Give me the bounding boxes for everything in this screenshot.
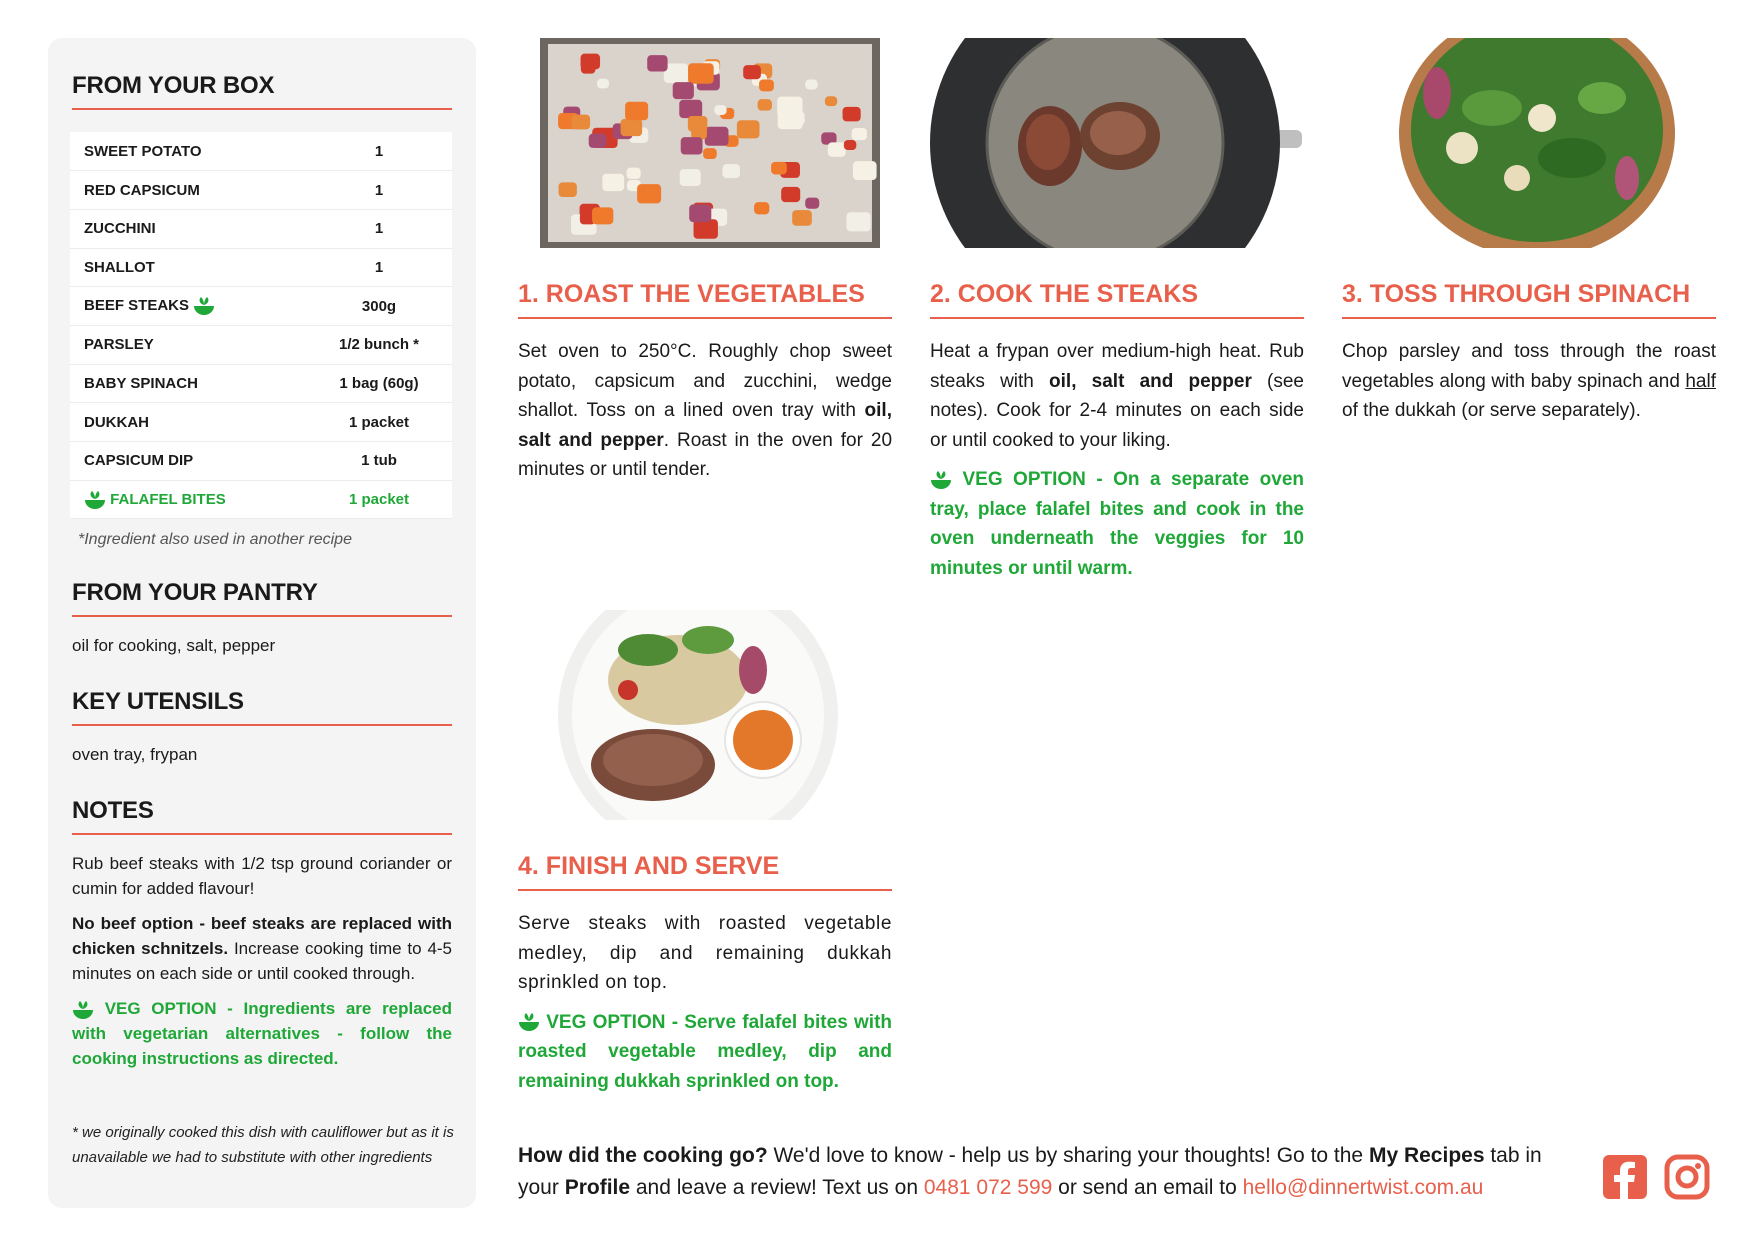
ingredient-row bbox=[70, 132, 452, 171]
feedback-footer: How did the cooking go? We'd love to know - help us by sharing your thoughts! Go to the My Recipes tab in your Profile and leave a review! Text us on 0481 072 599 or send an email to hello@dinnertwist.com.au bbox=[518, 1144, 1542, 1199]
ingredient-name: DUKKAH bbox=[70, 403, 320, 442]
vegetable-piece bbox=[722, 164, 739, 178]
toss-spinach-photo bbox=[1342, 38, 1716, 248]
vegetable-piece bbox=[703, 148, 717, 159]
ingredient-name: CAPSICUM DIP bbox=[70, 442, 320, 481]
note-veg-text: VEG OPTION - Ingredients are replaced with vegetarian alternatives - follow the cooking instructions as directed. bbox=[72, 999, 452, 1069]
vegetable-piece bbox=[592, 207, 613, 224]
ingredient-row bbox=[70, 248, 452, 287]
ingredient-footnote: *Ingredient also used in another recipe bbox=[78, 531, 352, 549]
ingredient-qty: 1 bbox=[320, 248, 452, 287]
vegetable-piece bbox=[825, 96, 837, 106]
from-your-box-title: FROM YOUR BOX bbox=[72, 72, 452, 110]
vegetable-piece bbox=[771, 162, 787, 175]
ingredient-qty: 1 bbox=[320, 132, 452, 171]
vegetable-piece bbox=[679, 100, 702, 118]
vegetable-piece bbox=[844, 140, 856, 150]
vegetable-piece bbox=[792, 210, 812, 226]
ingredient-qty: 1/2 bunch * bbox=[320, 325, 452, 364]
ingredient-qty: 1 packet bbox=[320, 480, 452, 519]
ingredient-name: SHALLOT bbox=[70, 248, 320, 287]
ingredient-name: ZUCCHINI bbox=[70, 209, 320, 248]
notes-section bbox=[70, 797, 454, 1071]
vegetable-piece bbox=[688, 63, 714, 83]
ingredient-row bbox=[70, 480, 452, 519]
note-no-beef-rest: Increase cooking time to 4-5 minutes on each side or until cooked through. bbox=[72, 939, 453, 984]
note-coriander: Rub beef steaks with 1/2 tsp ground coriander or cumin for added flavour! bbox=[72, 854, 452, 899]
pantry-section bbox=[70, 579, 454, 658]
step-3-title: 3. TOSS THROUGH SPINACH bbox=[1342, 280, 1716, 319]
vegetable-piece bbox=[673, 82, 694, 99]
email-link[interactable]: hello@dinnertwist.com.au bbox=[1242, 1176, 1484, 1199]
instagram-icon[interactable] bbox=[1664, 1154, 1710, 1200]
step-1 bbox=[518, 38, 892, 485]
vegetable-piece bbox=[602, 174, 624, 191]
vegetable-piece bbox=[637, 184, 661, 203]
vegetable-piece bbox=[680, 169, 701, 186]
leaf-bowl-icon bbox=[84, 490, 106, 510]
ingredient-row bbox=[70, 171, 452, 210]
vegetable-piece bbox=[681, 137, 703, 154]
vegetable-piece bbox=[852, 128, 867, 140]
vegetable-piece bbox=[737, 120, 760, 138]
vegetable-piece bbox=[805, 198, 819, 209]
key-utensils-title: KEY UTENSILS bbox=[72, 688, 452, 726]
step-2 bbox=[930, 38, 1304, 583]
step-1-title: 1. ROAST THE VEGETABLES bbox=[518, 280, 892, 319]
step-4-veg-option: VEG OPTION - Serve falafel bites with roasted vegetable medley, dip and remaining dukkah sprinkled on top. bbox=[518, 1011, 892, 1092]
note-no-beef-bold: No beef option - beef steaks are replaced with chicken schnitzels. bbox=[72, 914, 452, 959]
ingredient-name: RED CAPSICUM bbox=[70, 171, 320, 210]
step-3-text: Chop parsley and toss through the roast vegetables along with baby spinach and half of the dukkah (or serve separately). bbox=[1342, 341, 1716, 421]
vegetable-piece bbox=[647, 55, 667, 71]
vegetable-piece bbox=[853, 165, 867, 176]
vegetable-piece bbox=[743, 65, 761, 79]
notes-title: NOTES bbox=[72, 797, 452, 835]
step-4-title: 4. FINISH AND SERVE bbox=[518, 852, 892, 891]
utensils-text: oven tray, frypan bbox=[72, 745, 198, 765]
ingredient-qty: 1 bag (60g) bbox=[320, 364, 452, 403]
ingredient-name: BABY SPINACH bbox=[70, 364, 320, 403]
ingredients-table bbox=[70, 132, 452, 519]
ingredient-qty: 1 tub bbox=[320, 442, 452, 481]
from-your-pantry-title: FROM YOUR PANTRY bbox=[72, 579, 452, 617]
vegetable-piece bbox=[559, 182, 577, 197]
ingredient-name: PARSLEY bbox=[70, 325, 320, 364]
vegetable-piece bbox=[627, 168, 641, 179]
step-2-text: Heat a frypan over medium-high heat. Rub steaks with oil, salt and pepper (see notes). Cook for 2-4 minutes on each side or until cooked to your liking. bbox=[930, 341, 1304, 451]
leaf-bowl-icon bbox=[518, 1012, 540, 1032]
ingredient-name: BEEF STEAKS bbox=[70, 287, 320, 326]
leaf-bowl-icon bbox=[193, 296, 215, 316]
vegetable-piece bbox=[689, 204, 711, 222]
ingredient-row bbox=[70, 325, 452, 364]
vegetable-piece bbox=[828, 142, 846, 156]
leaf-bowl-icon bbox=[72, 1000, 94, 1020]
ingredient-row bbox=[70, 403, 452, 442]
ingredient-qty: 1 bbox=[320, 209, 452, 248]
vegetable-piece bbox=[589, 134, 607, 148]
recipe-sidebar bbox=[48, 38, 476, 1208]
note-veg-option bbox=[72, 996, 452, 1071]
vegetable-piece bbox=[754, 202, 769, 214]
cook-steaks-photo bbox=[930, 38, 1304, 248]
step-2-veg-option: VEG OPTION - On a separate oven tray, place falafel bites and cook in the oven underneath the veggies for 10 minutes or until warm. bbox=[930, 469, 1305, 579]
utensils-section bbox=[70, 688, 454, 767]
vegetable-piece bbox=[805, 80, 818, 90]
vegetable-piece bbox=[758, 99, 772, 111]
vegetable-piece bbox=[778, 109, 803, 129]
roast-vegetables-photo bbox=[518, 38, 892, 248]
vegetable-piece bbox=[714, 105, 726, 115]
vegetable-piece bbox=[843, 107, 861, 122]
ingredient-row bbox=[70, 364, 452, 403]
ingredient-qty: 1 bbox=[320, 171, 452, 210]
vegetable-piece bbox=[781, 187, 800, 202]
leaf-bowl-icon bbox=[930, 470, 952, 490]
phone-link[interactable]: 0481 072 599 bbox=[923, 1176, 1053, 1199]
step-1-text: Set oven to 250°C. Roughly chop sweet potato, capsicum and zucchini, wedge shallot. Toss on a lined oven tray with oil, salt and pepper. Roast in the oven for 20 minutes or until tender. bbox=[518, 341, 893, 480]
vegetable-piece bbox=[847, 212, 871, 231]
ingredient-name: FALAFEL BITES bbox=[70, 480, 320, 519]
ingredient-qty: 1 packet bbox=[320, 403, 452, 442]
vegetable-piece bbox=[572, 115, 591, 130]
vegetable-piece bbox=[597, 79, 609, 89]
ingredient-row bbox=[70, 209, 452, 248]
step-4-text: Serve steaks with roasted vegetable medley, dip and remaining dukkah sprinkled on top. bbox=[518, 913, 892, 993]
ingredient-qty: 300g bbox=[320, 287, 452, 326]
vegetable-piece bbox=[621, 119, 643, 136]
vegetable-piece bbox=[688, 116, 708, 132]
cauliflower-note: * we originally cooked this dish with cauliflower but as it is unavailable we had to substitute with other ingredients bbox=[72, 1124, 454, 1166]
facebook-icon[interactable] bbox=[1602, 1154, 1648, 1200]
note-no-beef bbox=[72, 911, 452, 986]
pantry-text: oil for cooking, salt, pepper bbox=[72, 636, 276, 656]
vegetable-piece bbox=[625, 102, 648, 120]
ingredient-name: SWEET POTATO bbox=[70, 132, 320, 171]
ingredient-row bbox=[70, 442, 452, 481]
ingredient-row bbox=[70, 287, 452, 326]
vegetable-piece bbox=[694, 219, 718, 239]
step-2-title: 2. COOK THE STEAKS bbox=[930, 280, 1304, 319]
finish-serve-photo bbox=[518, 610, 892, 820]
vegetable-piece bbox=[705, 127, 729, 146]
step-4 bbox=[518, 610, 892, 1096]
step-3 bbox=[1342, 38, 1716, 426]
vegetable-piece bbox=[581, 62, 596, 74]
vegetable-piece bbox=[759, 80, 774, 92]
